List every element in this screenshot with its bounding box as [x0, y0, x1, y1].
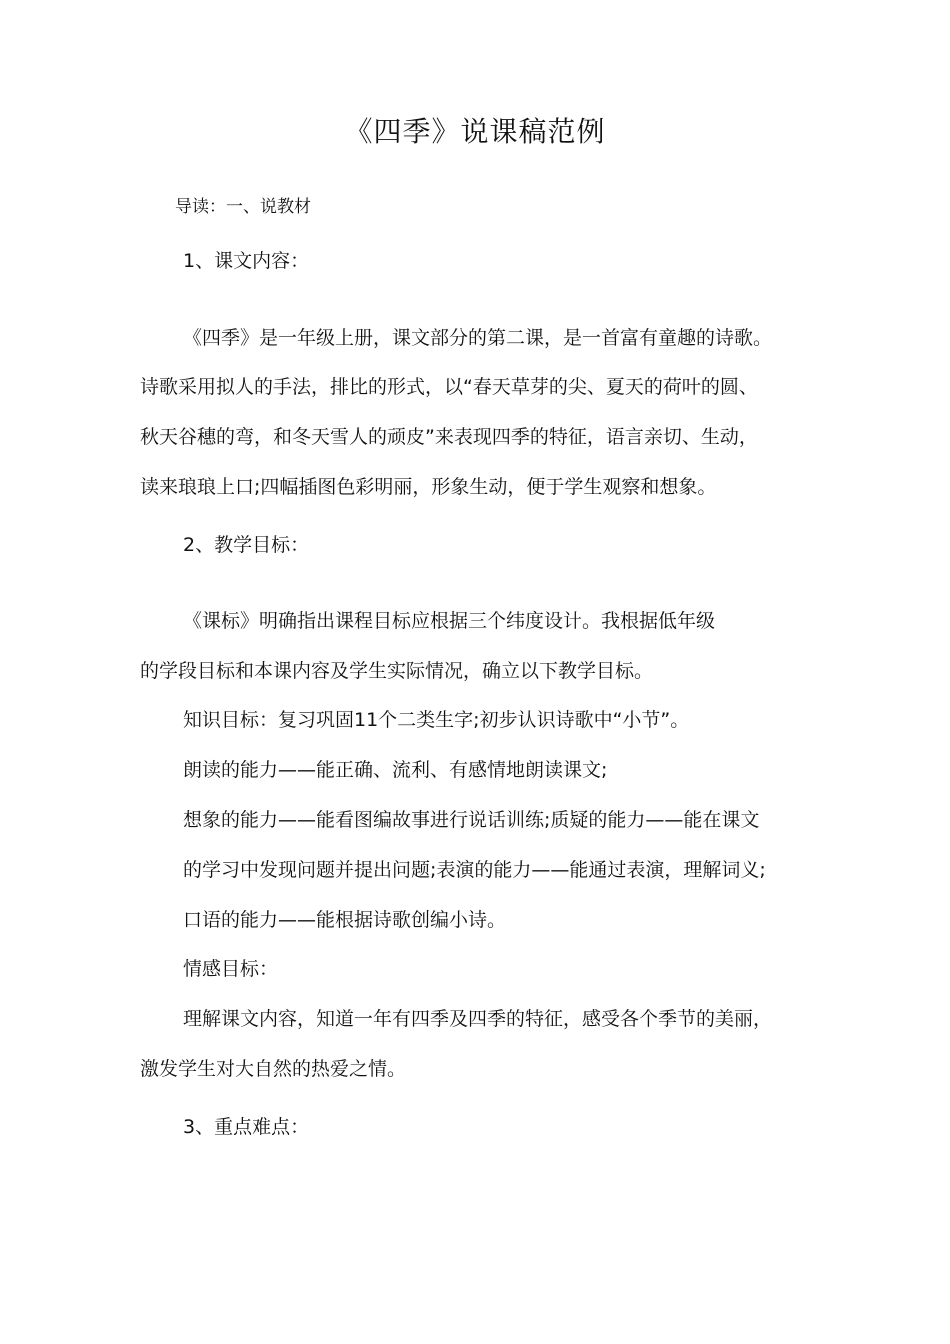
paragraph-line: 知识目标：复习巩固11个二类生字;初步认识诗歌中“小节”。 — [183, 709, 690, 731]
paragraph-line: 理解课文内容，知道一年有四季及四季的特征，感受各个季节的美丽， — [183, 1008, 773, 1030]
paragraph-line: 朗读的能力——能正确、流利、有感情地朗读课文; — [183, 759, 608, 781]
paragraph-line: 秋天谷穗的弯，和冬天雪人的顽皮”来表现四季的特征，语言亲切、生动， — [140, 426, 758, 448]
paragraph-line: 情感目标： — [183, 958, 279, 980]
section1-heading: 1、课文内容： — [183, 250, 310, 272]
paragraph-line: 诗歌采用拟人的手法，排比的形式，以“春天草芽的尖、夏天的荷叶的圆、 — [140, 376, 758, 398]
section3-heading: 3、重点难点： — [183, 1116, 310, 1138]
paragraph-line: 《四季》是一年级上册，课文部分的第二课，是一首富有童趣的诗歌。 — [183, 327, 773, 349]
paragraph-line: 的学段目标和本课内容及学生实际情况，确立以下教学目标。 — [140, 660, 654, 682]
paragraph-line: 想象的能力——能看图编故事进行说话训练;质疑的能力——能在课文 — [183, 809, 760, 831]
paragraph-line: 激发学生对大自然的热爱之情。 — [140, 1058, 407, 1080]
paragraph-line: 的学习中发现问题并提出问题;表演的能力——能通过表演，理解词义; — [183, 859, 766, 881]
intro-line: 导读：一、说教材 — [175, 197, 311, 217]
page-title: 《四季》说课稿范例 — [344, 115, 606, 148]
paragraph-line: 口语的能力——能根据诗歌创编小诗。 — [183, 909, 507, 931]
section2-heading: 2、教学目标： — [183, 534, 310, 556]
paragraph-line: 读来琅琅上口;四幅插图色彩明丽，形象生动，便于学生观察和想象。 — [140, 476, 717, 498]
paragraph-line: 《课标》明确指出课程目标应根据三个纬度设计。我根据低年级 — [183, 610, 716, 632]
